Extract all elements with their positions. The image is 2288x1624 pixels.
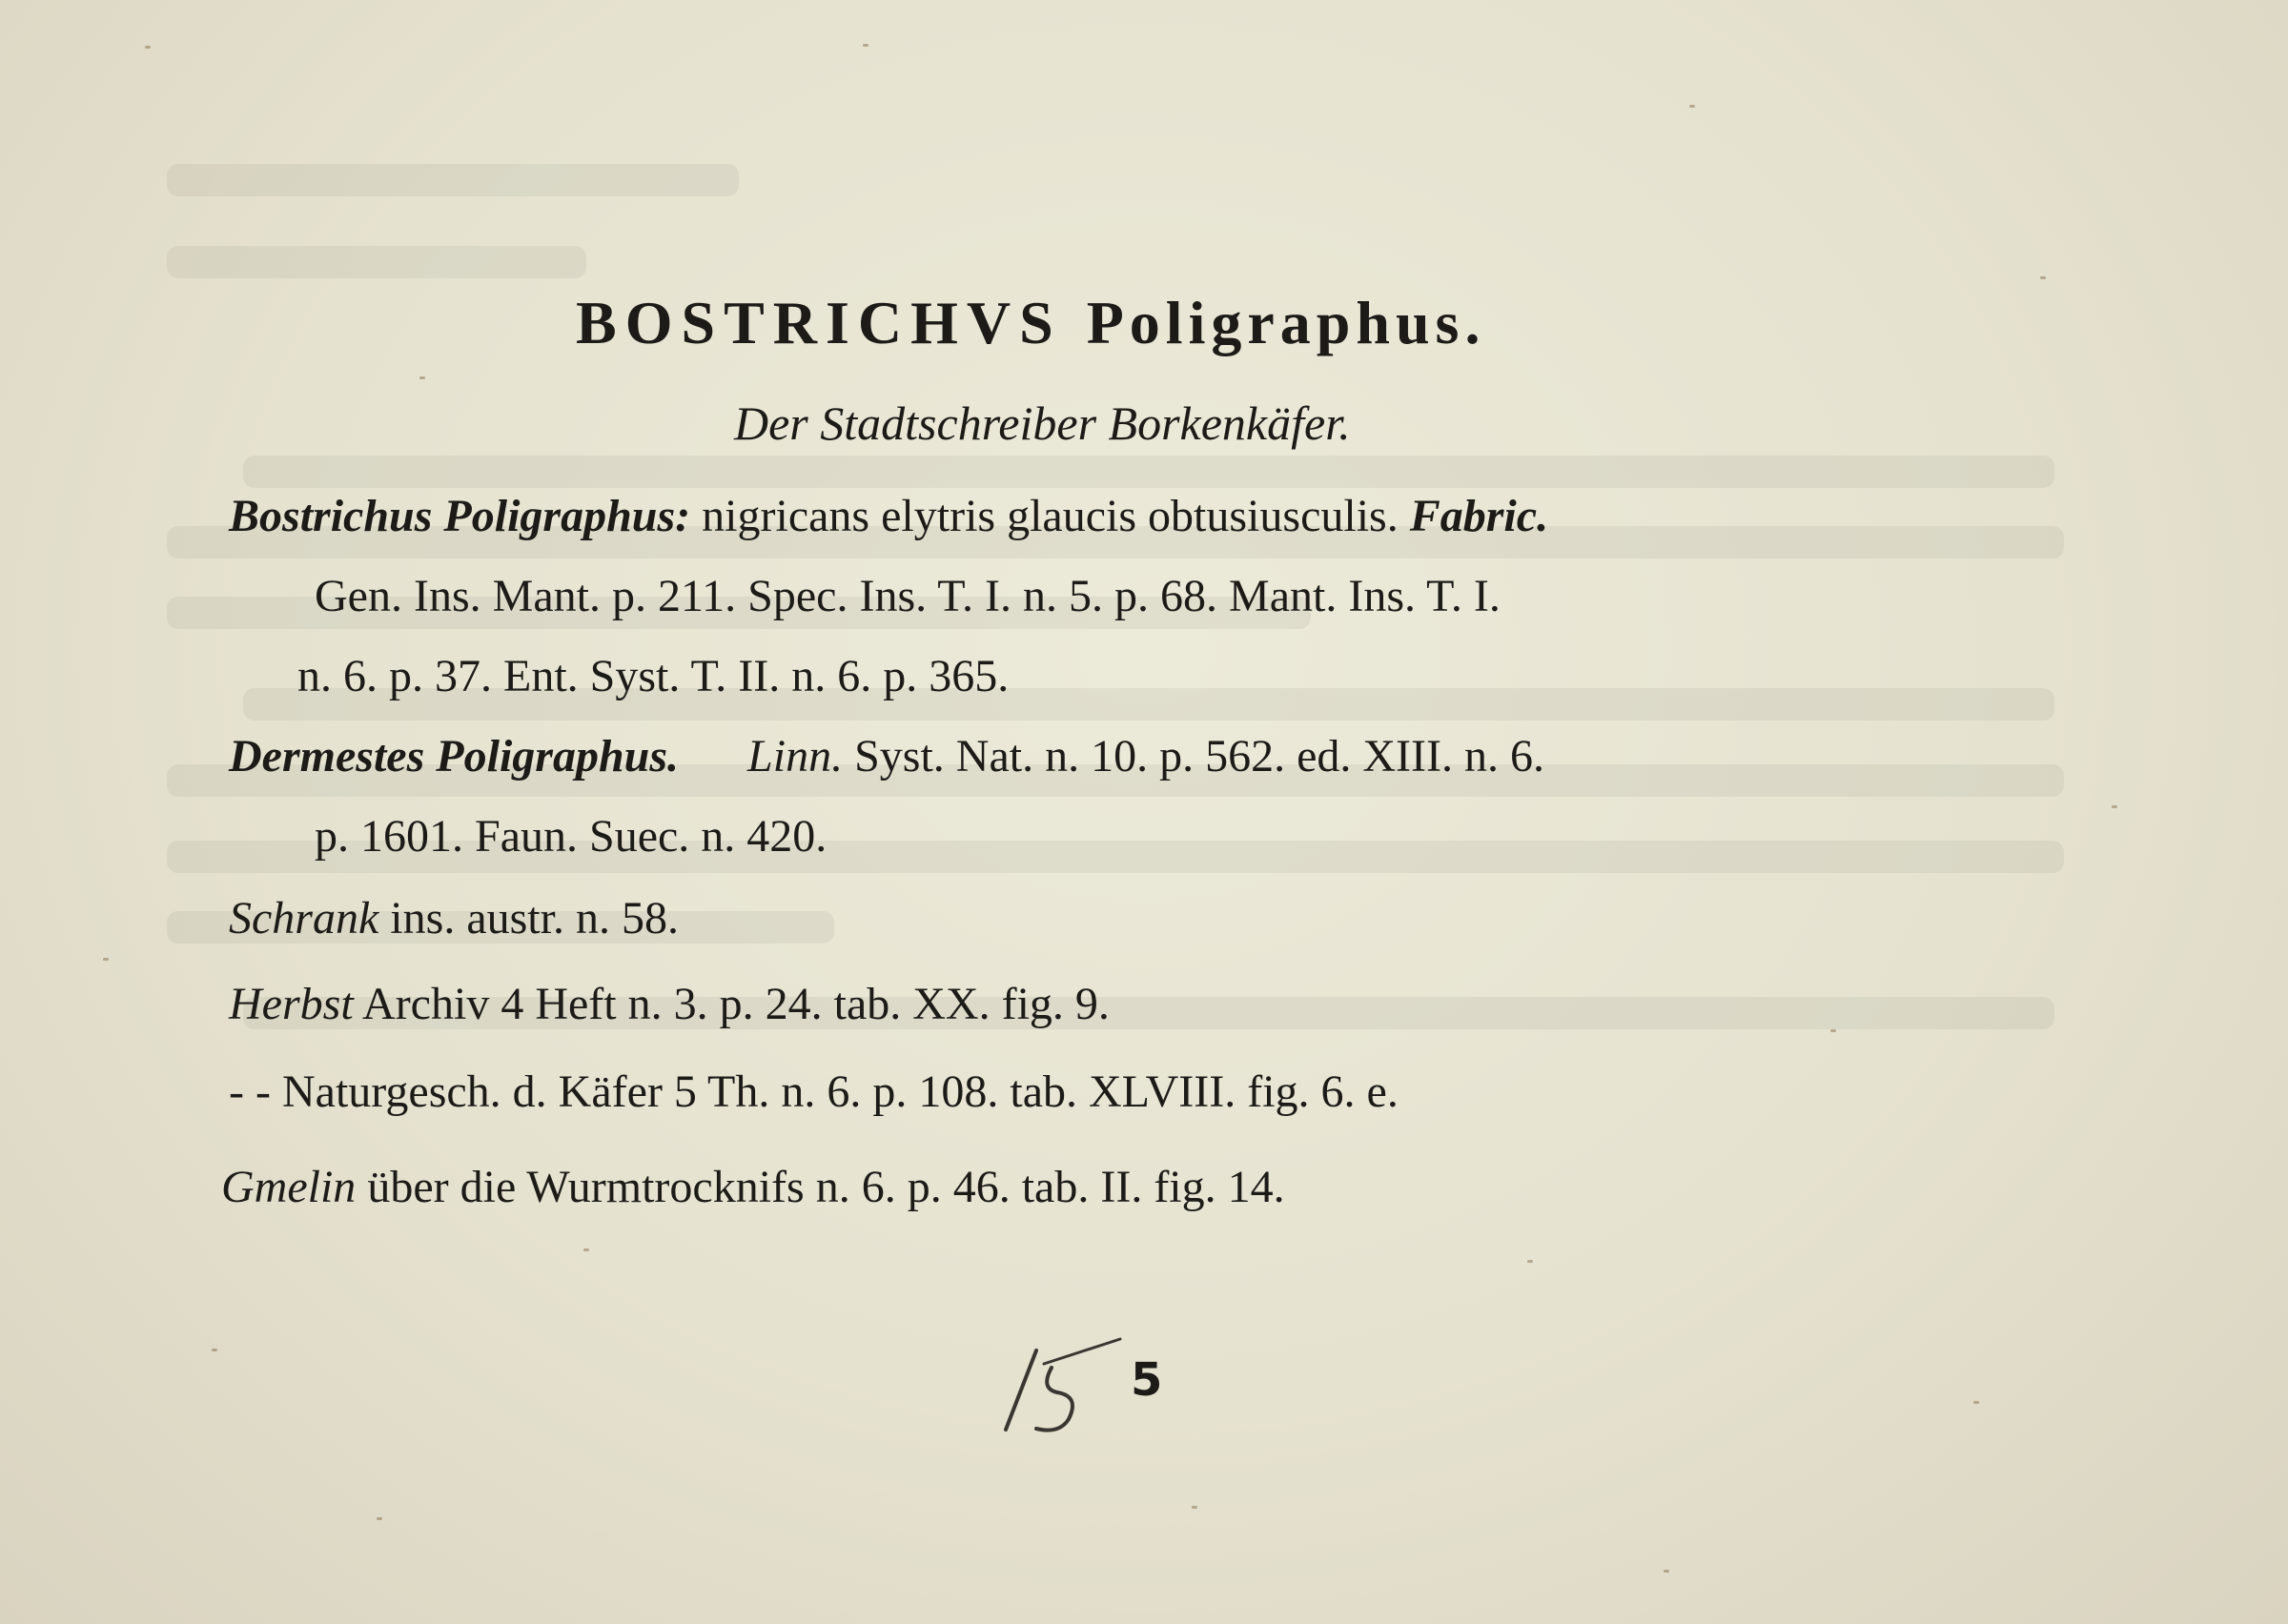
- handwritten-note: [977, 1330, 1139, 1444]
- title-species: Poligraphus.: [1086, 289, 1486, 356]
- species-name: Bostrichus Poligraphus:: [229, 491, 691, 541]
- title-genus: BOSTRICHVS: [576, 289, 1062, 356]
- reference-author: Gmelin: [221, 1162, 357, 1212]
- reference-entry: [221, 1147, 1285, 1228]
- reference-entry: [229, 1052, 1399, 1132]
- reference-source: Fabric.: [1409, 491, 1549, 541]
- reference-entry: [229, 879, 679, 959]
- reference-entry: [229, 964, 1110, 1045]
- reference-entry: [229, 477, 1548, 717]
- reference-author: Herbst: [229, 979, 354, 1029]
- reference-line: [229, 477, 1548, 557]
- reference-line: p. 1601. Faun. Suec. n. 420.: [315, 811, 827, 862]
- reference-line: Gen. Ins. Mant. p. 211. Spec. Ins. T. I. n. 5. p. 68. Mant. Ins. T. I.: [315, 571, 1501, 621]
- page-title: [576, 288, 1485, 358]
- reference-source: Linn.: [747, 731, 844, 782]
- page-number: 5: [1131, 1353, 1163, 1407]
- reference-text: Naturgesch. d. Käfer 5 Th. n. 6. p. 108. tab. XLVIII. fig. 6. e.: [281, 1066, 1399, 1117]
- page-subtitle: Der Stadtschreiber Borkenkäfer.: [734, 396, 1351, 450]
- species-name: Dermestes Poligraphus.: [229, 731, 680, 782]
- ditto-mark: - -: [229, 1066, 271, 1117]
- reference-line: [229, 717, 1544, 797]
- reference-text: über die Wurmtrocknifs n. 6. p. 46. tab. II. fig. 14.: [367, 1162, 1285, 1212]
- reference-entry: [229, 717, 1544, 877]
- reference-text: Archiv 4 Heft n. 3. p. 24. tab. XX. fig. 9.: [362, 979, 1110, 1029]
- reference-author: Schrank: [229, 893, 379, 944]
- reference-text: Syst. Nat. n. 10. p. 562. ed. XIII. n. 6.: [854, 731, 1544, 782]
- reference-text: nigricans elytris glaucis obtusiusculis.: [702, 491, 1399, 541]
- reference-line: n. 6. p. 37. Ent. Syst. T. II. n. 6. p. 365.: [297, 651, 1010, 701]
- reference-text: ins. austr. n. 58.: [390, 893, 679, 944]
